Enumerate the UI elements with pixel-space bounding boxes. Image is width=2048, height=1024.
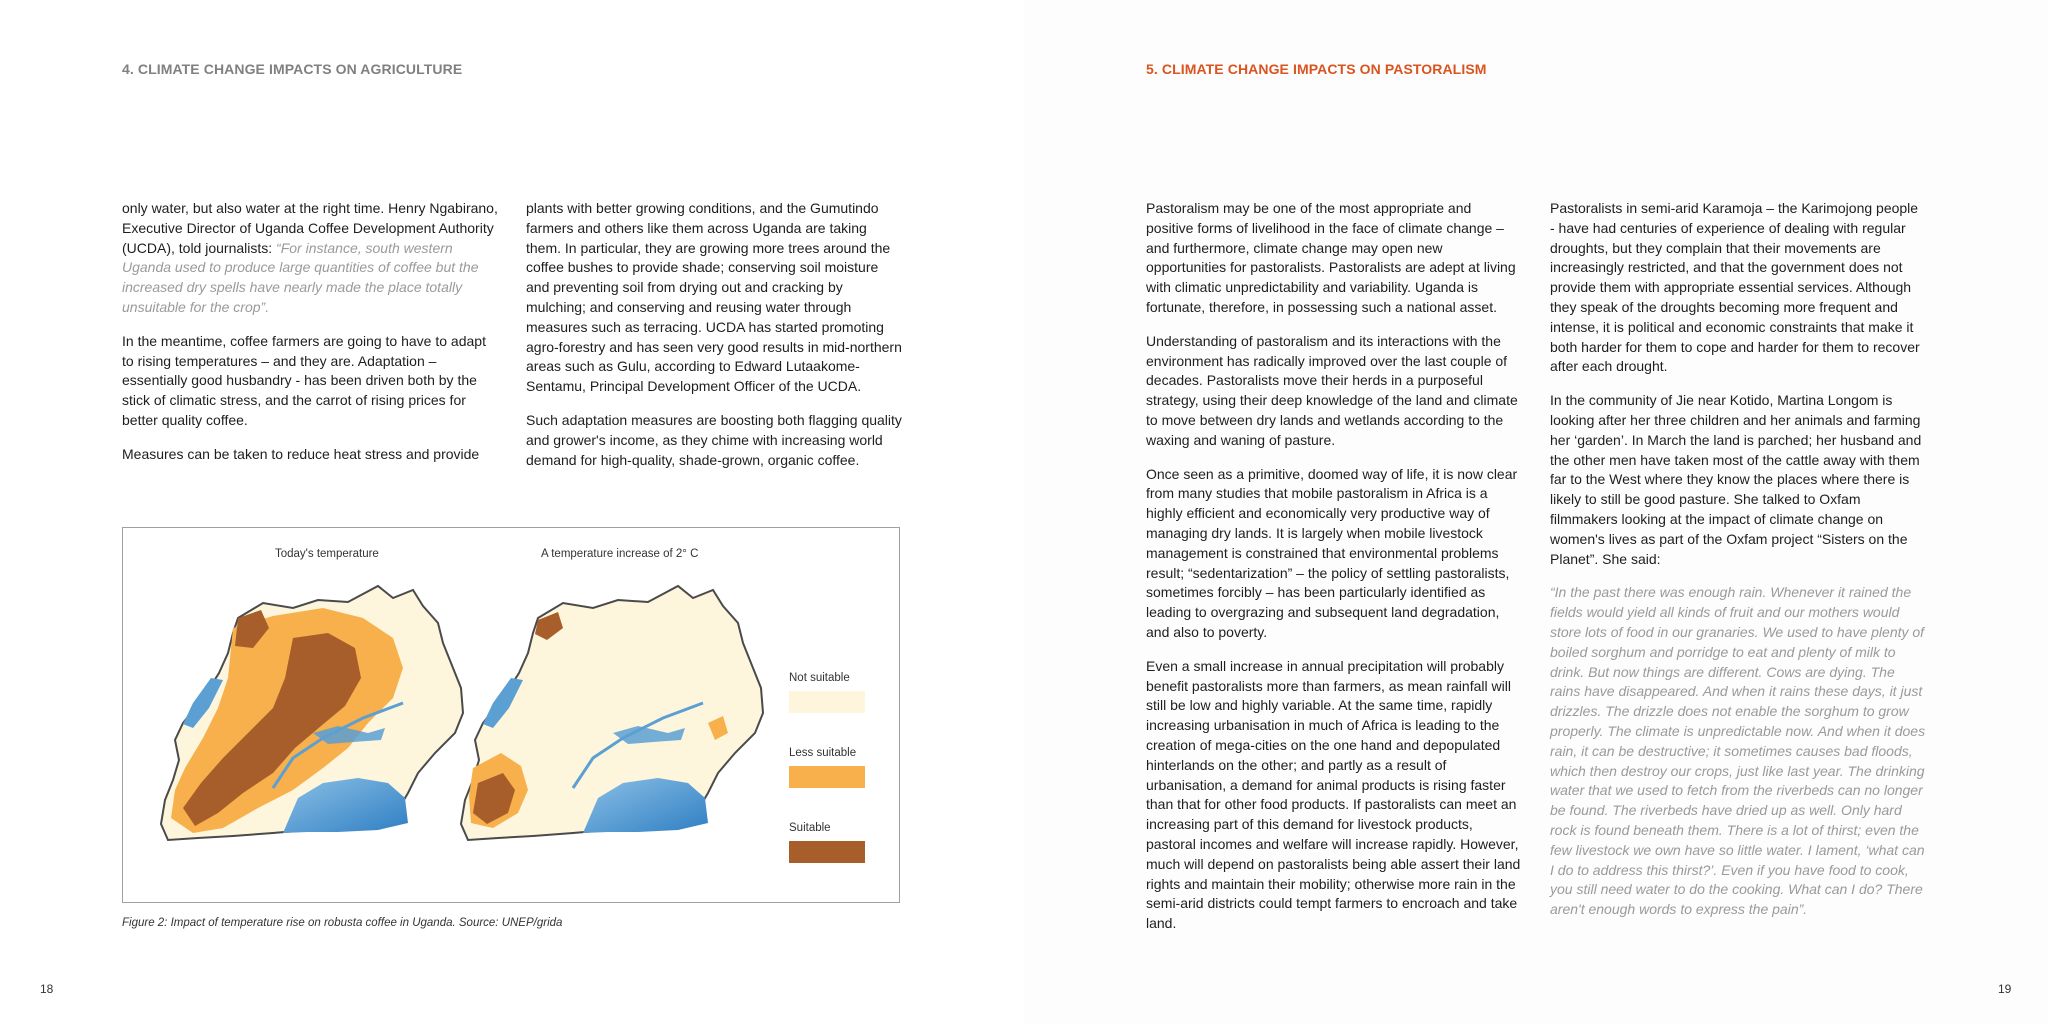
paragraph: In the community of Jie near Kotido, Martina Longom is looking after her three children and her animals and farming her ‘garden’. In March the land is parched; her husband and the other men have taken most of the cattle away with them far to the West where they know the places where there is likely to still be good pasture. She talked to Oxfam filmmakers looking at the impact of climate change on women's lives as part of the Oxfam project “Sisters on the Planet”. She said: [1550,392,1922,567]
legend-label-less-suitable: Less suitable [789,747,857,759]
paragraph: In the meantime, coffee farmers are going to have to adapt to rising temperatures – and they are. Adaptation – essentially good husbandry - has been driven both by the stick of climatic stress, and the carrot of rising prices for better quality coffee. [122,332,486,428]
legend-swatch-less-suitable [789,766,865,788]
paragraph: Once seen as a primitive, doomed way of life, it is now clear from many studies that mobile pastoralism in Africa is a highly efficient and economically very productive way of managing dry lands. It is largely when mobile livestock management is constrained that environmental problems result; “sedentarization” – the policy of settling pastoralists, sometimes forcibly – has been particularly identified as leading to overgrazing and subsequent land degradation, and also to poverty. [1146,465,1518,640]
page-number: 19 [1998,982,2012,996]
paragraph: Pastoralism may be one of the most appropriate and positive forms of livelihood in the face of climate change – and furthermore, climate change may open new opportunities for pastoralists. Pastoralists are adept at living with climatic unpredictability and variability. Uganda is fortunate, therefore, in possessing such a national asset. [1146,200,1516,315]
legend-swatch-not-suitable [789,691,865,713]
left-column-1 [122,199,498,479]
right-column-1 [1146,199,1522,948]
paragraph-text: only water, but also water at the right time. Henry Ngabirano, Executive Director of Uganda Coffee Development Authority (UCDA), told journalists: [122,200,498,256]
right-page [1024,0,2048,1024]
map-plus-2c [461,586,763,840]
section-heading: 5. CLIMATE CHANGE IMPACTS ON PASTORALISM [1146,61,1487,77]
figure-caption: Figure 2: Impact of temperature rise on robusta coffee in Uganda. Source: UNEP/grida [122,917,563,929]
map-title-today: Today's temperature [275,548,379,560]
left-column-2 [526,199,902,484]
paragraph [122,199,498,318]
uganda-maps [123,528,901,904]
section-heading: 4. CLIMATE CHANGE IMPACTS ON AGRICULTURE [122,61,463,77]
legend-label-not-suitable: Not suitable [789,672,850,684]
legend-swatch-suitable [789,841,865,863]
page-number: 18 [40,982,54,996]
map-today [161,586,463,840]
paragraph: Measures can be taken to reduce heat stress and provide [122,445,480,462]
figure-coffee-maps [122,527,900,903]
paragraph: Such adaptation measures are boosting both flagging quality and grower's income, as they chime with increasing world demand for high-quality, shade-grown, organic coffee. [526,411,902,468]
quote-text: “For instance, south western Uganda used to produce large quantities of coffee but the increased dry spells have nearly made the place totally unsuitable for the crop”. [122,239,479,315]
paragraph: Pastoralists in semi-arid Karamoja – the Karimojong people - have had centuries of experience of dealing with regular droughts, but they complain that their movements are increasingly restricted, and that the government does not provide them with appropriate essential services. Although they speak of the droughts becoming more frequent and intense, it is political and economic constraints that make it both harder for them to cope and harder for them to recover after each drought. [1550,200,1920,375]
map-title-plus-2c: A temperature increase of 2° C [541,548,699,560]
quote-text: “In the past there was enough rain. Whenever it rained the fields would yield all kinds of fruit and our mothers would store lots of food in our granaries. We used to have plenty of boiled sorghum and porridge to eat and plenty of milk to drink. But now things are different. Cows are dying. The rains have disappeared. And when it rains these days, it just drizzles. The drizzle does not enable the sorghum to grow properly. The climate is unpredictable now. And when it does rain, it can be destructive; it sometimes causes bad floods, which then destroy our crops, just like last year. The drinking water that we used to fetch from the riverbeds can no longer be found. The riverbeds have dried up as well. Only hard rock is found beneath them. There is a lot of thirst; even the few livestock we own have so little water. I lament, ‘what can I do to address this thirst?’. Even if you have food to cook, you still need water to do the cooking. What can I do? There aren't enough words to express the pain”. [1550,584,1926,918]
paragraph: Even a small increase in annual precipitation will probably benefit pastoralists more than farmers, as mean rainfall will still be low and highly variable. At the same time, rapidly increasing urbanisation in much of Africa is leading to the creation of mega-cities on the one hand and depopulated hinterlands on the other; and partly as a result of urbanisation, a demand for animal products is rising faster than that for other food products. If pastoralists can meet an increasing part of this demand for livestock products, pastoral incomes and welfare will increase rapidly. However, much will depend on pastoralists being able assert their land rights and maintain their mobility; otherwise more rain in the semi-arid districts could tempt farmers to encroach and take land. [1146,657,1521,932]
right-column-2 [1550,199,1926,934]
legend-label-suitable: Suitable [789,822,831,834]
paragraph: Understanding of pastoralism and its interactions with the environment has radically improved over the last couple of decades. Pastoralists move their herds in a purposeful strategy, using their deep knowledge of the land and climate to move between dry lands and wetlands according to the waxing and waning of pasture. [1146,332,1518,448]
paragraph: plants with better growing conditions, and the Gumutindo farmers and others like them across Uganda are taking them. In particular, they are growing more trees around the coffee bushes to provide shade; conserving soil moisture and preventing soil from drying out and cracking by mulching; and conserving and reusing water through measures such as terracing. UCDA has started promoting agro-forestry and has seen very good results in mid-northern areas such as Gulu, according to Edward Lutaakome-Sentamu, Principal Development Officer of the UCDA. [526,200,902,395]
